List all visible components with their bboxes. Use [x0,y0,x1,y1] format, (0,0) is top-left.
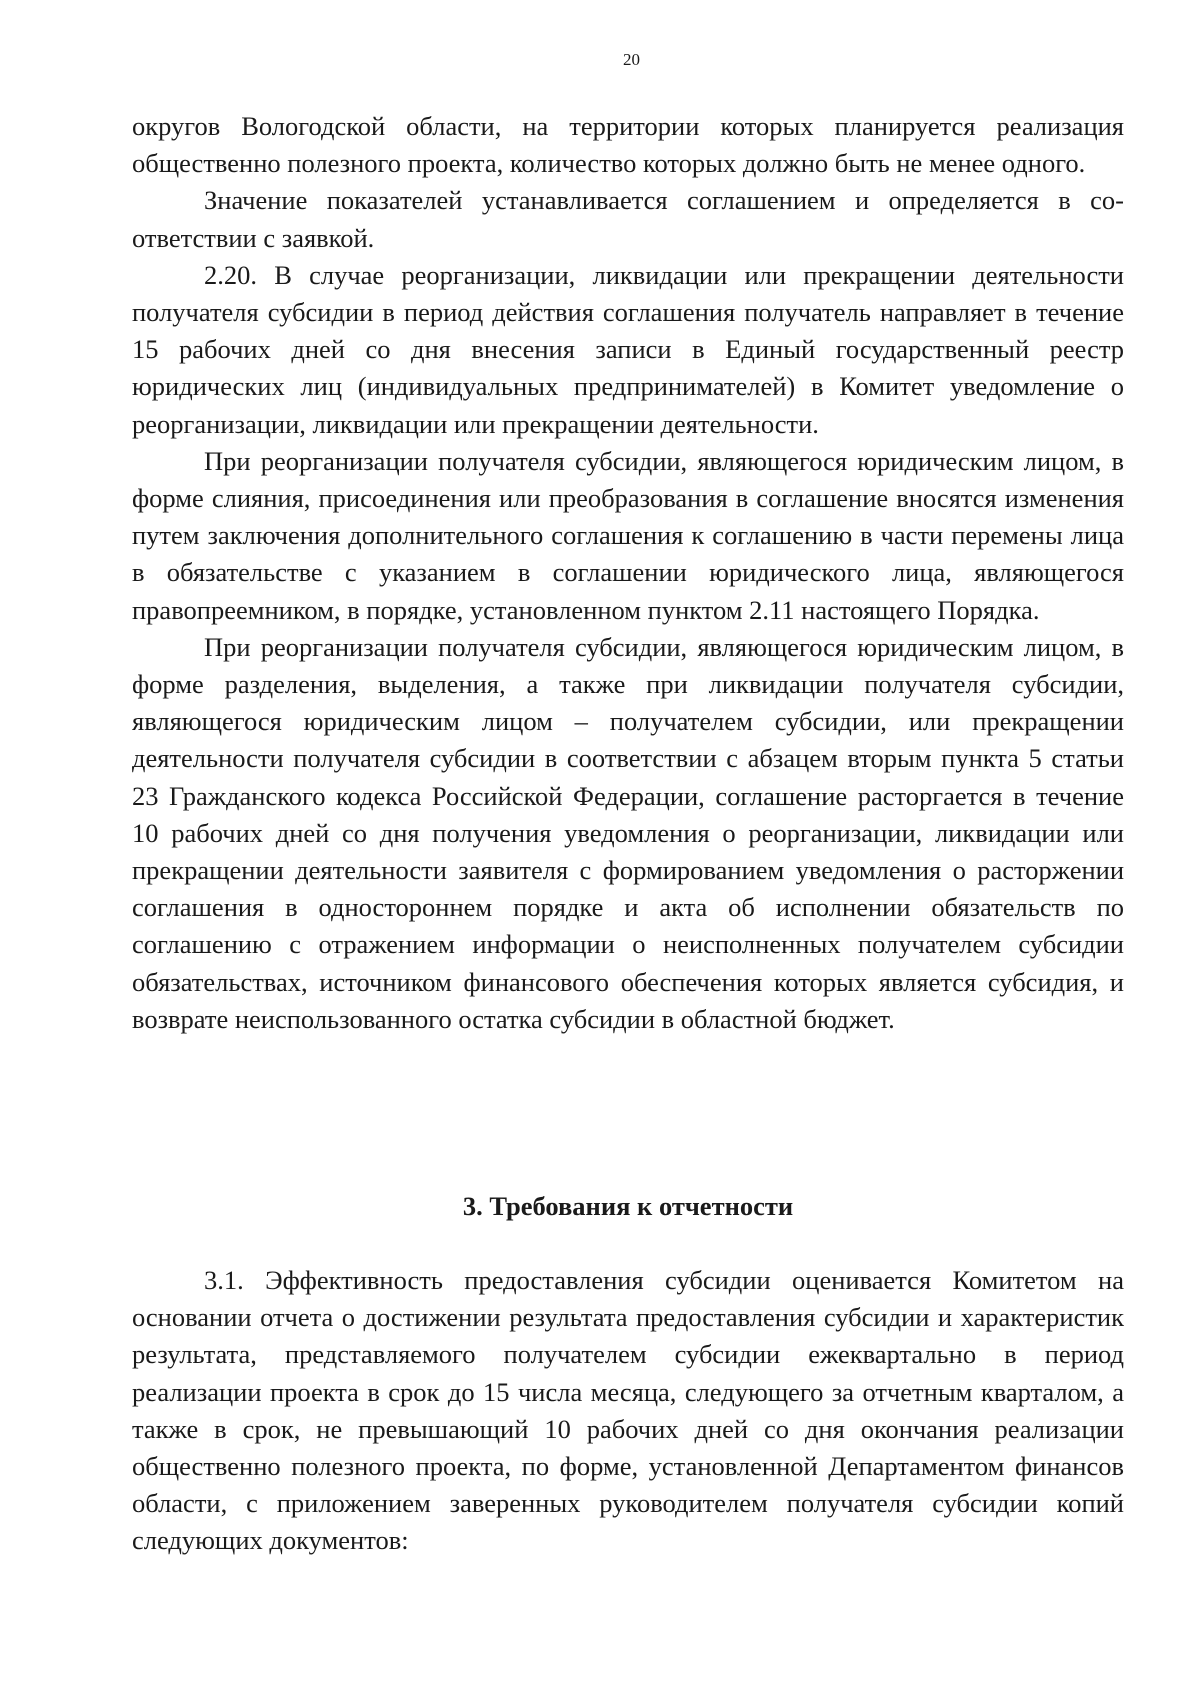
paragraph-3-1: 3.1. Эффективность предоставления субсидии оценивается Комитетом на основании отчета о достижении результата предоставления субсидии и характеристик результата, представляемого получателем субсидии ежеквартально в период реализации проекта в срок до 15 числа месяца, следующего за отчетным кварталом, а также в срок, не превышающий 10 рабочих дней со дня окончания реализации общественно полезного проекта, по форме, установленной Департаментом финансов области, с приложением заверенных руководителем получателя субсидии копий следующих документов: [132,1265,1124,1556]
paragraph-indicators: Значение показателей устанавливается соглашением и определяется в соответствии с заявкой. [132,185,1124,253]
paragraph-2-20: 2.20. В случае реорганизации, ликвидации или прекращении деятельности получателя субсидии в период действия соглашения получатель направляет в течение 15 рабочих дней со дня внесения записи в Единый государственный реестр юридических лиц (индивидуальных предпринимателей) в Комитет уведомление о реорганизации, ликвидации или прекращении деятельности. [132,259,1124,439]
body-text [132,108,1124,1038]
paragraph-continuation: округов Вологодской области, на территории которых планируется реализация общественно полезного проекта, количество которых должно быть не менее одного. [132,111,1124,179]
section-heading: 3. Требования к отчетности [462,1191,794,1221]
paragraph-division: При реорганизации получателя субсидии, являющегося юридическим лицом, в форме разделения, выделения, а также при ликвидации получателя субсидии, являющегося юридическим лицом – получателем субсидии, или прекращении деятельности получателя субсидии в соответствии с абзацем вторым пункта 5 статьи 23 Гражданского кодекса Российской Федерации, соглашение расторгается в течение 10 рабочих дней со дня получения уведомления о реорганизации, ликвидации или прекращении деятельности заявителя с формированием уведомления о расторжении соглашения в одностороннем порядке и акта об исполнении обязательств по соглашению с отражением информации о неисполненных получателем субсидии обязательствах, источником финансового обеспечения которых является субсидия, и возврате неиспользованного остатка субсидии в областной бюджет. [132,631,1124,1034]
page-number: 20 [623,50,640,69]
paragraph-merger: При реорганизации получателя субсидии, являющегося юридическим лицом, в форме слияния, присоединения или преобразования в соглашение вносятся изменения путем заключения дополнительного соглашения к соглашению в части перемены лица в обязательстве с указанием в соглашении юридического лица, являющегося правопреемником, в порядке, установленном пунктом 2.11 настоящего Порядка. [132,445,1124,625]
section-text [132,1262,1124,1560]
